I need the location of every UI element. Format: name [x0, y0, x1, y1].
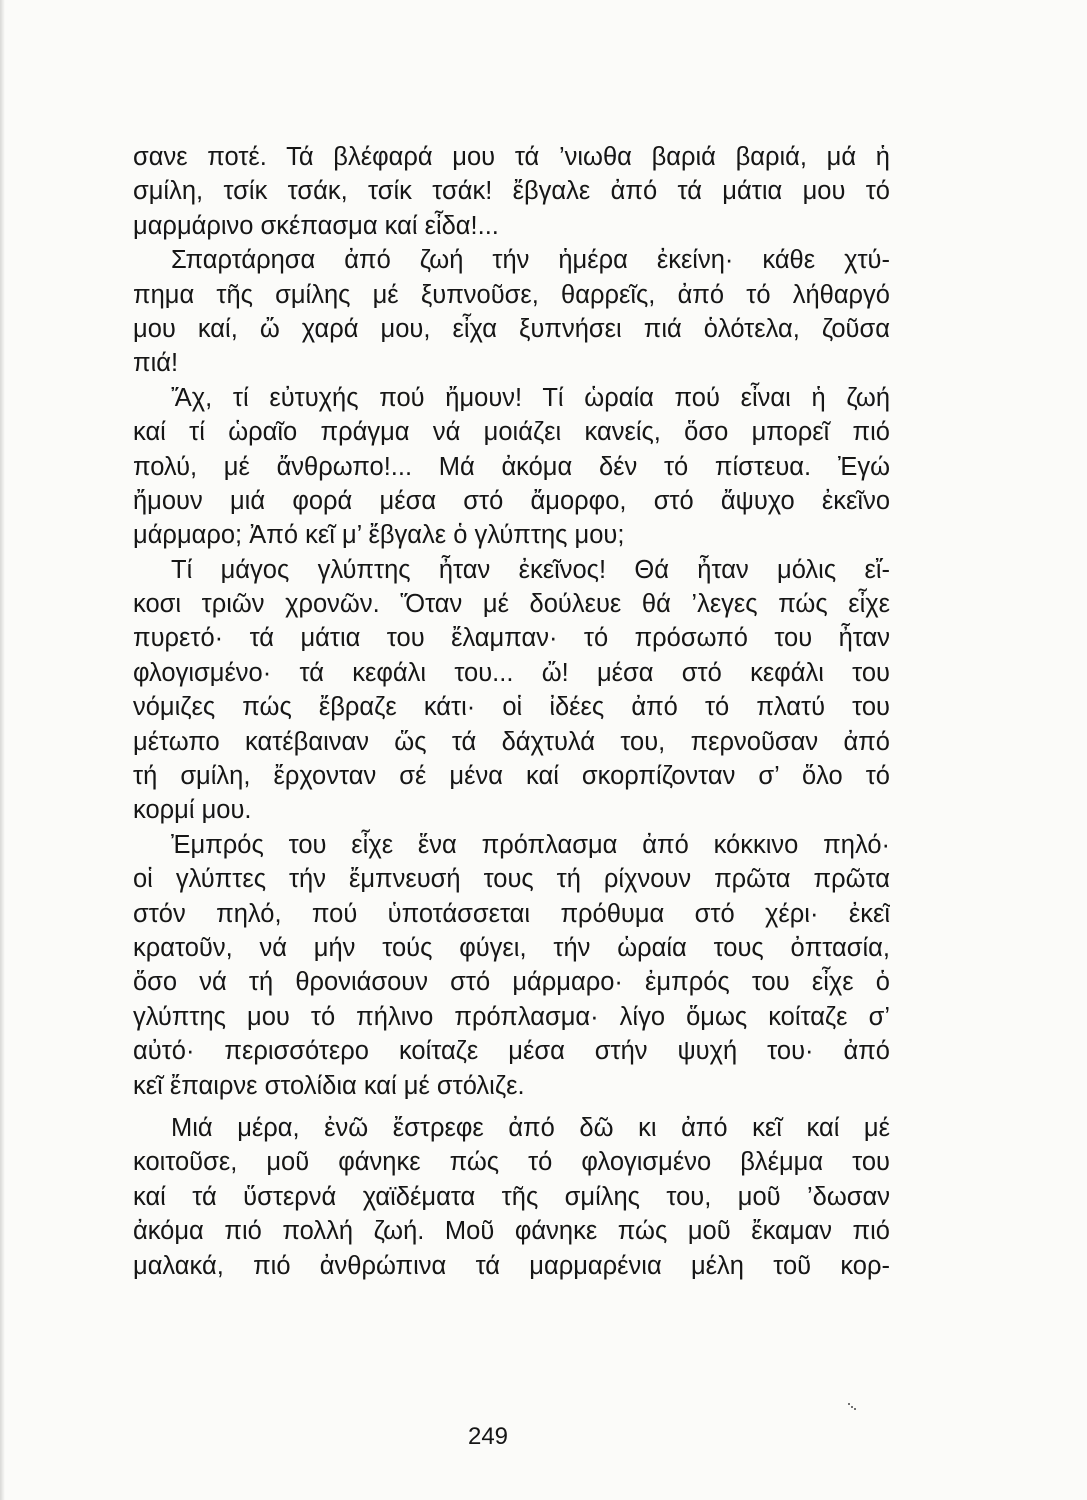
text-line: κοσι τριῶν χρονῶν. Ὅταν μέ δούλευε θά ’λεγες πώς εἶχε: [133, 590, 890, 619]
paragraph: [133, 1111, 890, 1283]
text-line: σμίλη, τσίκ τσάκ, τσίκ τσάκ! ἔβγαλε ἀπό τά μάτια μου τό: [133, 177, 890, 206]
text-line: μάρμαρο; Ἀπό κεῖ μ’ ἔβγαλε ὁ γλύπτης μου;: [133, 521, 625, 550]
text-line: ἀκόμα πιό πολλή ζωή. Μοῦ φάνηκε πώς μοῦ ἔκαμαν πιό: [133, 1217, 890, 1246]
paragraph-gap: [133, 1103, 890, 1111]
text-line: Τί μάγος γλύπτης ἦταν ἐκεῖνος! Θά ἦταν μόλις εἴ-: [171, 555, 890, 584]
text-line: πολύ, μέ ἄνθρωπο!... Μά ἀκόμα δέν τό πίστευα. Ἐγώ: [133, 452, 890, 481]
ink-speck: [848, 1403, 858, 1411]
paragraph: [133, 140, 890, 243]
text-line: κεῖ ἔπαιρνε στολίδια καί μέ στόλιζε.: [133, 1071, 525, 1100]
text-line: οἱ γλύπτες τήν ἔμπνευσή τους τή ρίχνουν πρῶτα πρῶτα: [133, 865, 890, 894]
text-line: κοιτοῦσε, μοῦ φάνηκε πώς τό φλογισμένο βλέμμα του: [133, 1148, 890, 1177]
text-line: μαλακά, πιό ἀνθρώπινα τά μαρμαρένια μέλη τοῦ κορ-: [133, 1251, 890, 1280]
paragraph: [133, 381, 890, 553]
text-line: Ἐμπρός του εἶχε ἕνα πρόπλασμα ἀπό κόκκινο πηλό·: [171, 830, 890, 859]
text-line: Σπαρτάρησα ἀπό ζωή τήν ἡμέρα ἐκείνη· κάθε χτύ-: [171, 246, 890, 275]
text-line: κορμί μου.: [133, 796, 252, 825]
text-line: καί τί ὡραῖο πράγμα νά μοιάζει κανείς, ὅσο μπορεῖ πιό: [133, 418, 890, 447]
paragraph: [133, 828, 890, 1103]
text-line: στόν πηλό, πού ὑποτάσσεται πρόθυμα στό χέρι· ἐκεῖ: [133, 899, 890, 928]
text-line: νόμιζες πώς ἔβραζε κάτι· οἱ ἰδέες ἀπό τό πλατύ του: [133, 693, 890, 722]
text-line: φλογισμένο· τά κεφάλι του... ὤ! μέσα στό κεφάλι του: [133, 658, 890, 687]
text-line: τή σμίλη, ἔρχονταν σέ μένα καί σκορπίζονταν σ’ ὅλο τό: [133, 762, 890, 791]
text-line: Μιά μέρα, ἐνῶ ἔστρεφε ἀπό δῶ κι ἀπό κεῖ καί μέ: [171, 1113, 890, 1142]
text-line: καί τά ὕστερνά χαϊδέματα τῆς σμίλης του, μοῦ ’δωσαν: [133, 1182, 890, 1211]
text-line: πημα τῆς σμίλης μέ ξυπνοῦσε, θαρρεῖς, ἀπό τό λήθαργό: [133, 280, 890, 309]
text-line: μου καί, ὤ χαρά μου, εἶχα ξυπνήσει πιά ὁλότελα, ζοῦσα: [133, 314, 890, 343]
text-line: μαρμάρινο σκέπασμα καί εἶδα!...: [133, 211, 499, 240]
text-line: κρατοῦν, νά μήν τούς φύγει, τήν ὡραία τους ὀπτασία,: [133, 933, 890, 962]
text-line: αὐτό· περισσότερο κοίταζε μέσα στήν ψυχή του· ἀπό: [133, 1037, 890, 1066]
body-text: [133, 140, 890, 1283]
text-line: γλύπτης μου τό πήλινο πρόπλασμα· λίγο ὅμως κοίταζε σ’: [133, 1002, 890, 1031]
page-number: 249: [467, 1423, 509, 1450]
text-line: σανε ποτέ. Τά βλέφαρά μου τά ’νιωθα βαριά βαριά, μά ἡ: [133, 143, 890, 171]
text-line: μέτωπο κατέβαιναν ὥς τά δάχτυλά του, περνοῦσαν ἀπό: [133, 727, 890, 756]
text-line: ὅσο νά τή θρονιάσουν στό μάρμαρο· ἐμπρός του εἶχε ὁ: [133, 968, 890, 997]
text-line: πυρετό· τά μάτια του ἔλαμπαν· τό πρόσωπό του ἦταν: [133, 624, 890, 653]
paragraph: [133, 243, 890, 381]
text-line: πιά!: [133, 349, 179, 378]
text-line: Ἄχ, τί εὐτυχής πού ἤμουν! Τί ὡραία πού εἶναι ἡ ζωή: [171, 383, 890, 412]
page-edge-shadow: [0, 0, 5, 1500]
paragraph: [133, 553, 890, 828]
text-line: ἤμουν μιά φορά μέσα στό ἄμορφο, στό ἄψυχο ἐκεῖνο: [133, 486, 890, 515]
